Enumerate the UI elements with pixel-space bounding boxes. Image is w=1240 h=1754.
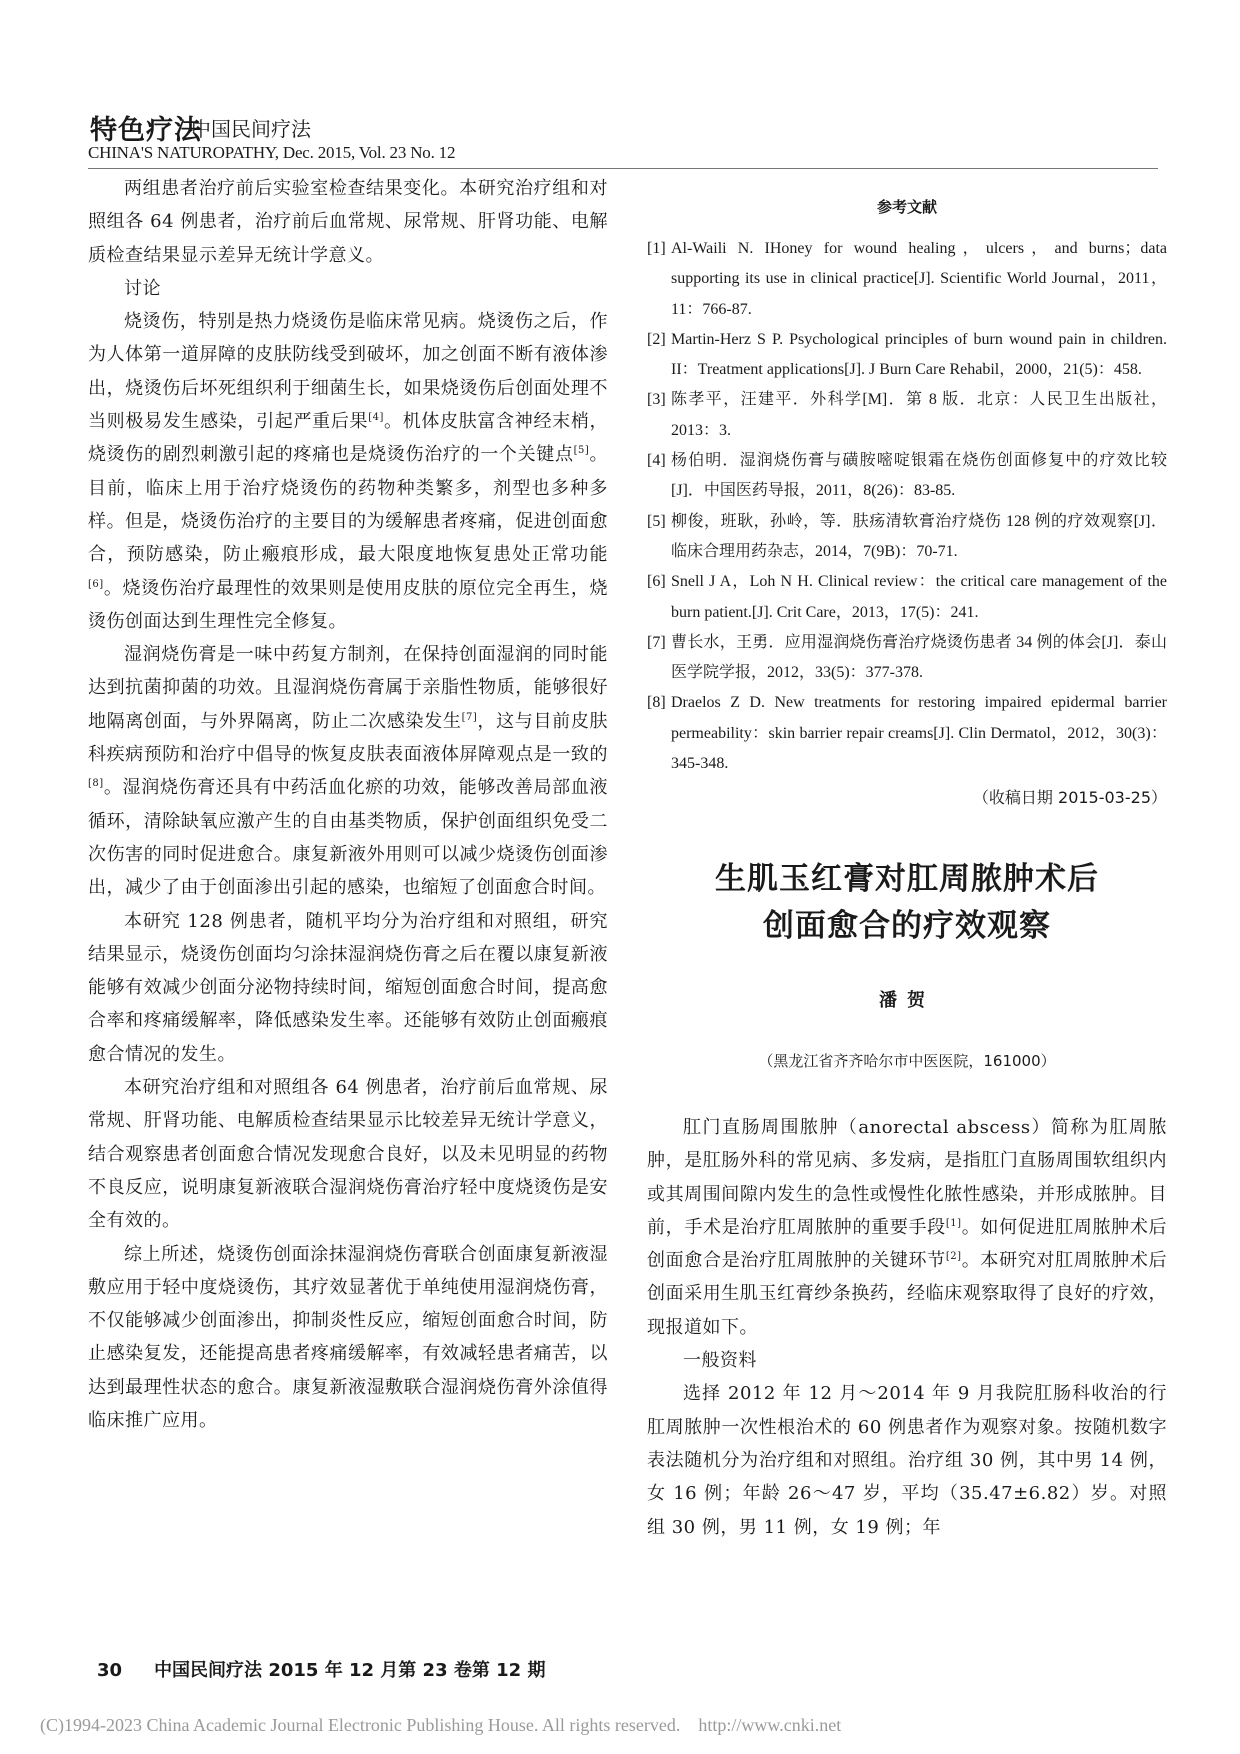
journal-meta: CHINA'S NATUROPATHY, Dec. 2015, Vol. 23 No. 12	[88, 143, 456, 162]
reference-list	[647, 234, 1167, 779]
reference-item	[647, 446, 1167, 507]
author-affiliation: （黑龙江省齐齐哈尔市中医医院，161000）	[758, 1052, 1056, 1071]
reference-label: [5]	[647, 512, 666, 530]
reference-item	[647, 688, 1167, 779]
reference-text: Draelos Z D. New treatments for restoring impaired epidermal barrier permeability：skin barrier repair creams[J]. Clin Dermatol，2012，30(3)：345-348.	[671, 694, 1167, 773]
citation: [2]	[945, 1251, 962, 1263]
copyright-line: (C)1994-2023 China Academic Journal Electronic Publishing House. All rights reserved. http://www.cnki.net	[40, 1715, 842, 1735]
paragraph: 本研究 128 例患者，随机平均分为治疗组和对照组，研究结果显示，烧烫伤创面均匀涂抹湿润烧伤膏之后在覆以康复新液能够有效减少创面分泌物持续时间，缩短创面愈合时间，提高愈合率和疼痛缓解率，降低感染发生率。还能够有效防止创面瘢痕愈合情况的发生。	[88, 910, 608, 1065]
page-footer	[97, 1656, 545, 1682]
reference-label: [8]	[647, 694, 666, 712]
section-title: 特色疗法	[90, 115, 202, 146]
page-number: 30	[97, 1660, 123, 1681]
paragraph: 烧烫伤，特别是热力烧烫伤是临床常见病。烧烫伤之后，作为人体第一道屏障的皮肤防线受到破坏，加之创面不断有液体渗出，烧烫伤后坏死组织利于细菌生长，如果烧烫伤后创面处理不当则极易发生感染，引起严重后果[4]。机体皮肤富含神经末梢，烧烫伤的剧烈刺激引起的疼痛也是烧烫伤治疗的一个关键点[5]。目前，临床上用于治疗烧烫伤的药物种类繁多，剂型也多种多样。但是，烧烫伤治疗的主要目的为缓解患者疼痛，促进创面愈合，预防感染，防止瘢痕形成，最大限度地恢复患处正常功能[6]。烧烫伤治疗最理性的效果则是使用皮肤的原位完全再生，烧烫伤创面达到生理性完全修复。	[88, 311, 609, 632]
reference-text: Martin-Herz S P. Psychological principles of burn wound pain in children. II：Treatment applications[J]. J Burn Care Rehabil，2000，21(5)：458.	[671, 330, 1167, 379]
reference-item	[647, 385, 1167, 446]
reference-label: [3]	[647, 391, 666, 409]
paragraph: 选择 2012 年 12 月～2014 年 9 月我院肛肠科收治的行肛周脓肿一次性根治术的 60 例患者作为观察对象。按随机数字表法随机分为治疗组和对照组。治疗组 30 例，其中男 14 例，女 16 例；年龄 26～47 岁，平均（35.47±6.82）岁。对照组 30 例，男 11 例，女 19 例；年	[647, 1383, 1167, 1538]
citation: [7]	[461, 711, 478, 723]
article-body	[647, 1111, 1167, 1544]
citation: [1]	[945, 1217, 962, 1229]
paragraph: 湿润烧伤膏是一味中药复方制剂，在保持创面湿润的同时能达到抗菌抑菌的功效。且湿润烧伤膏属于亲脂性物质，能够很好地隔离创面，与外界隔离，防止二次感染发生[7]，这与目前皮肤科疾病预防和治疗中倡导的恢复皮肤表面液体屏障观点是一致的[8]。湿润烧伤膏还具有中药活血化瘀的功效，能够改善局部血液循环，清除缺氧应激产生的自由基类物质，保护创面组织免受二次伤害的同时促进愈合。康复新液外用则可以减少烧烫伤创面渗出，减少了由于创面渗出引起的感染，也缩短了创面愈合时间。	[88, 644, 609, 899]
reference-item	[647, 325, 1167, 386]
reference-label: [7]	[647, 633, 666, 651]
paragraph: 两组患者治疗前后实验室检查结果变化。本研究治疗组和对照组各 64 例患者，治疗前后血常规、尿常规、肝肾功能、电解质检查结果显示差异无统计学意义。	[88, 178, 608, 266]
header-rule	[88, 168, 1158, 169]
article-author: 潘贺	[879, 990, 935, 1012]
footer-journal: 中国民间疗法 2015 年 12 月第 23 卷第 12 期	[154, 1660, 546, 1681]
reference-label: [2]	[647, 330, 666, 348]
citation: [4]	[368, 412, 384, 424]
reference-text: 柳俊，班耿，孙岭，等．肤疡清软膏治疗烧伤 128 例的疗效观察[J]．临床合理用药杂志，2014，7(9B)：70-71.	[671, 512, 1167, 560]
reference-text: Al-Waili N. IHoney for wound healing，ulcers，and burns；data supporting its use in clinical practice[J]. Scientific World Journal，2011，11：766-87.	[671, 240, 1167, 318]
reference-item	[647, 567, 1167, 628]
reference-label: [1]	[647, 240, 666, 257]
article-title: 生肌玉红膏对肛周脓肿术后 创面愈合的疗效观察	[715, 861, 1099, 945]
left-column	[88, 172, 608, 1437]
citation: [8]	[88, 778, 104, 790]
reference-text: Snell J A，Loh N H. Clinical review：the critical care management of the burn patient.[J]. Crit Care，2013，17(5)：241.	[671, 573, 1167, 621]
paragraph: 本研究治疗组和对照组各 64 例患者，治疗前后血常规、尿常规、肝肾功能、电解质检查结果显示比较差异无统计学意义，结合观察患者创面愈合情况发现愈合良好，以及未见明显的药物不良反应，说明康复新液联合湿润烧伤膏治疗轻中度烧烫伤是安全有效的。	[88, 1077, 608, 1232]
reference-text: 陈孝平，汪建平．外科学[M]．第 8 版．北京：人民卫生出版社，2013：3.	[671, 391, 1167, 439]
paragraph: 肛门直肠周围脓肿（anorectal abscess）简称为肛周脓肿，是肛肠外科的常见病、多发病，是指肛门直肠周围软组织内或其周围间隙内发生的急性或慢性化脓性感染，并形成脓肿。目前，手术是治疗肛周脓肿的重要手段[1]。如何促进肛周脓肿术后创面愈合是治疗肛周脓肿的关键环节[2]。本研究对肛周脓肿术后创面采用生肌玉红膏纱条换药，经临床观察取得了良好的疗效，现报道如下。	[647, 1117, 1167, 1338]
reference-text: 杨伯明．湿润烧伤膏与磺胺嘧啶银霜在烧伤创面修复中的疗效比较[J]．中国医药导报，2011，8(26)：83-85.	[671, 452, 1167, 500]
reference-item	[647, 507, 1167, 568]
right-column	[647, 196, 1167, 1071]
section-heading-general: 一般资料	[683, 1350, 757, 1372]
journal-subtitle: 中国民间疗法	[191, 117, 311, 141]
reference-label: [6]	[647, 573, 666, 591]
reference-label: [4]	[647, 452, 666, 470]
citation: [6]	[88, 578, 104, 590]
reference-item	[647, 234, 1167, 325]
references-heading: 参考文献	[876, 198, 937, 216]
received-date: （收稿日期 2015-03-25）	[972, 788, 1167, 808]
reference-text: 曹长水，王勇．应用湿润烧伤膏治疗烧烫伤患者 34 例的体会[J]．泰山医学院学报，2012，33(5)：377-378.	[671, 633, 1167, 682]
section-heading-discussion: 讨论	[124, 277, 161, 299]
citation: [5]	[573, 445, 590, 457]
paragraph: 综上所述，烧烫伤创面涂抹湿润烧伤膏联合创面康复新液湿敷应用于轻中度烧烫伤，其疗效显著优于单纯使用湿润烧伤膏，不仅能够减少创面渗出，抑制炎性反应，缩短创面愈合时间，防止感染复发，还能提高患者疼痛缓解率，有效减轻患者痛苦，以达到最理性状态的愈合。康复新液湿敷联合湿润烧伤膏外涂值得临床推广应用。	[88, 1243, 608, 1431]
reference-item	[647, 628, 1167, 689]
